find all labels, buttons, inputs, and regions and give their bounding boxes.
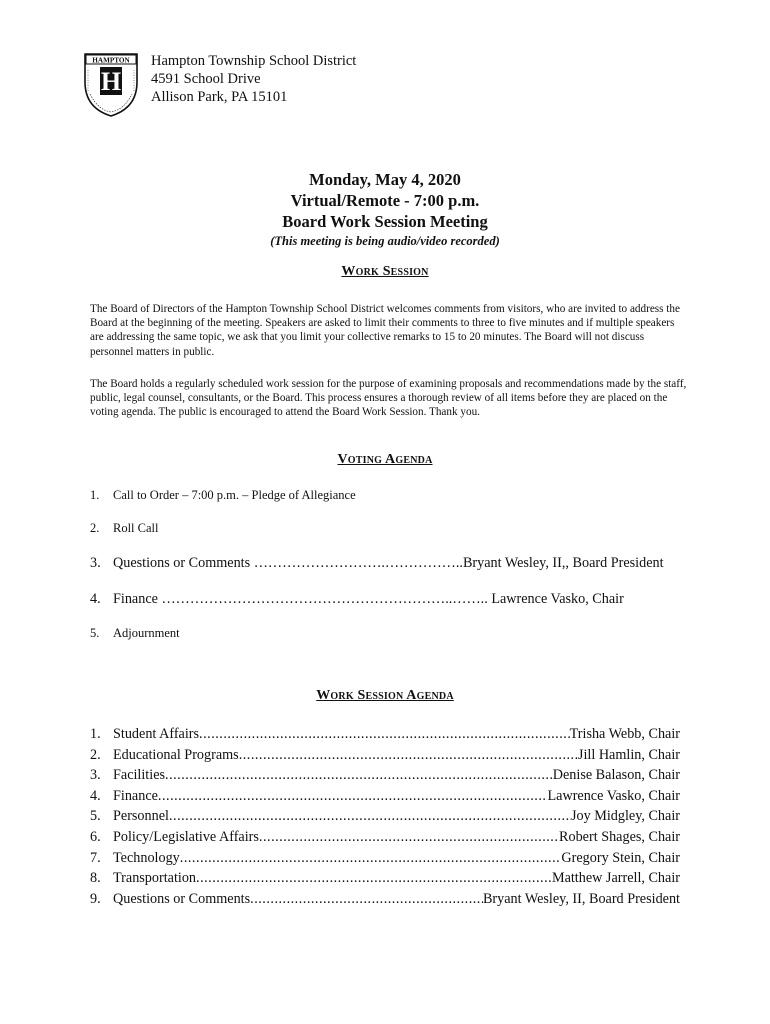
item-text: Call to Order – 7:00 p.m. – Pledge of Allegiance xyxy=(113,488,356,502)
item-number: 4. xyxy=(90,591,101,607)
work-session-heading: Work Session xyxy=(341,264,429,279)
item-number: 9. xyxy=(90,890,101,907)
committee-chair: Jill Hamlin, Chair xyxy=(577,746,680,763)
street-address: 4591 School Drive xyxy=(151,71,261,87)
agenda-item-educational-programs xyxy=(90,747,680,768)
item-text: Finance ……………………………………………………..…….. Lawrence Vasko, Chair xyxy=(113,591,624,607)
meeting-date: Monday, May 4, 2020 xyxy=(309,170,461,189)
work-session-purpose-paragraph: The Board holds a regularly scheduled work session for the purpose of examining proposals and recommendations made by the staff, public, legal counsel, consultants, or the Board. This process ensures a thorough review of all items before they are placed on the voting agenda. The public is encouraged to attend the Board Work Session. Thank you. xyxy=(90,378,687,419)
agenda-item-finance xyxy=(90,788,680,809)
committee-chair: Lawrence Vasko, Chair xyxy=(547,787,680,804)
committee-name: Finance xyxy=(113,787,158,804)
committee-name: Facilities xyxy=(113,767,166,784)
dot-leader xyxy=(199,726,570,743)
voting-agenda-heading: Voting Agenda xyxy=(337,452,433,467)
item-text: Roll Call xyxy=(113,521,159,535)
committee-chair: Matthew Jarrell, Chair xyxy=(551,870,680,887)
dot-leader xyxy=(239,747,578,764)
agenda-item-facilities xyxy=(90,767,680,788)
item-number: 1. xyxy=(90,488,100,502)
city-state-zip: Allison Park, PA 15101 xyxy=(151,89,288,105)
agenda-item-questions-comments xyxy=(90,891,680,912)
committee-name: Student Affairs xyxy=(113,726,200,742)
work-session-agenda-heading: Work Session Agenda xyxy=(316,688,454,703)
public-comment-paragraph: The Board of Directors of the Hampton Township School District welcomes comments from visitors, who are invited to address the Board at the beginning of the meeting. Speakers are asked to limit their comments to three to five minutes and if multiple speakers are addressing the same topic, we ask that you limit your collective remarks to 15 to 20 minutes. The Board will not discuss personnel matters in public. xyxy=(90,303,680,358)
item-number: 2. xyxy=(90,746,101,763)
agenda-item-transportation xyxy=(90,870,680,891)
committee-chair: Denise Balason, Chair xyxy=(552,767,680,784)
committee-chair: Gregory Stein, Chair xyxy=(561,849,680,866)
agenda-item-policy-legislative xyxy=(90,829,680,850)
committee-chair: Joy Midgley, Chair xyxy=(570,808,680,825)
dot-leader xyxy=(158,788,548,805)
meeting-mode-time: Virtual/Remote - 7:00 p.m. xyxy=(290,191,480,210)
item-number: 3. xyxy=(90,555,101,571)
dot-leader xyxy=(196,870,552,887)
dot-leader xyxy=(259,829,559,846)
agenda-item-personnel xyxy=(90,808,680,829)
dot-leader xyxy=(250,891,483,908)
item-number: 6. xyxy=(90,828,101,845)
committee-name: Transportation xyxy=(113,870,197,887)
meeting-type: Board Work Session Meeting xyxy=(282,212,488,231)
committee-name: Personnel xyxy=(113,808,169,825)
hampton-district-seal-logo xyxy=(82,52,140,118)
item-number: 8. xyxy=(90,870,101,887)
item-number: 2. xyxy=(90,521,100,535)
item-number: 7. xyxy=(90,849,101,866)
committee-name: Technology xyxy=(113,849,180,866)
item-text: Adjournment xyxy=(113,626,180,640)
item-number: 4. xyxy=(90,787,101,804)
item-number: 5. xyxy=(90,626,100,640)
committee-name: Policy/Legislative Affairs xyxy=(113,828,259,845)
work-session-agenda-list xyxy=(90,726,680,911)
dot-leader xyxy=(169,808,571,825)
item-number: 1. xyxy=(90,726,101,742)
item-text: Questions or Comments ……………………….……………..Bryant Wesley, II,, Board President xyxy=(113,555,664,571)
agenda-item-technology xyxy=(90,850,680,871)
agenda-item-student-affairs xyxy=(90,726,680,747)
svg-text:HAMPTON: HAMPTON xyxy=(92,56,130,65)
recording-notice: (This meeting is being audio/video recorded) xyxy=(270,234,500,248)
dot-leader xyxy=(180,850,562,867)
committee-chair: Trisha Webb, Chair xyxy=(569,726,680,742)
district-address xyxy=(151,52,356,106)
committee-chair: Robert Shages, Chair xyxy=(559,828,680,845)
item-number: 3. xyxy=(90,767,101,784)
svg-text:H: H xyxy=(100,67,122,96)
district-name: Hampton Township School District xyxy=(151,53,357,69)
committee-name: Questions or Comments xyxy=(113,890,251,907)
dot-leader xyxy=(165,767,553,784)
committee-chair: Bryant Wesley, II, Board President xyxy=(482,890,680,907)
item-number: 5. xyxy=(90,808,101,825)
committee-name: Educational Programs xyxy=(113,746,239,763)
